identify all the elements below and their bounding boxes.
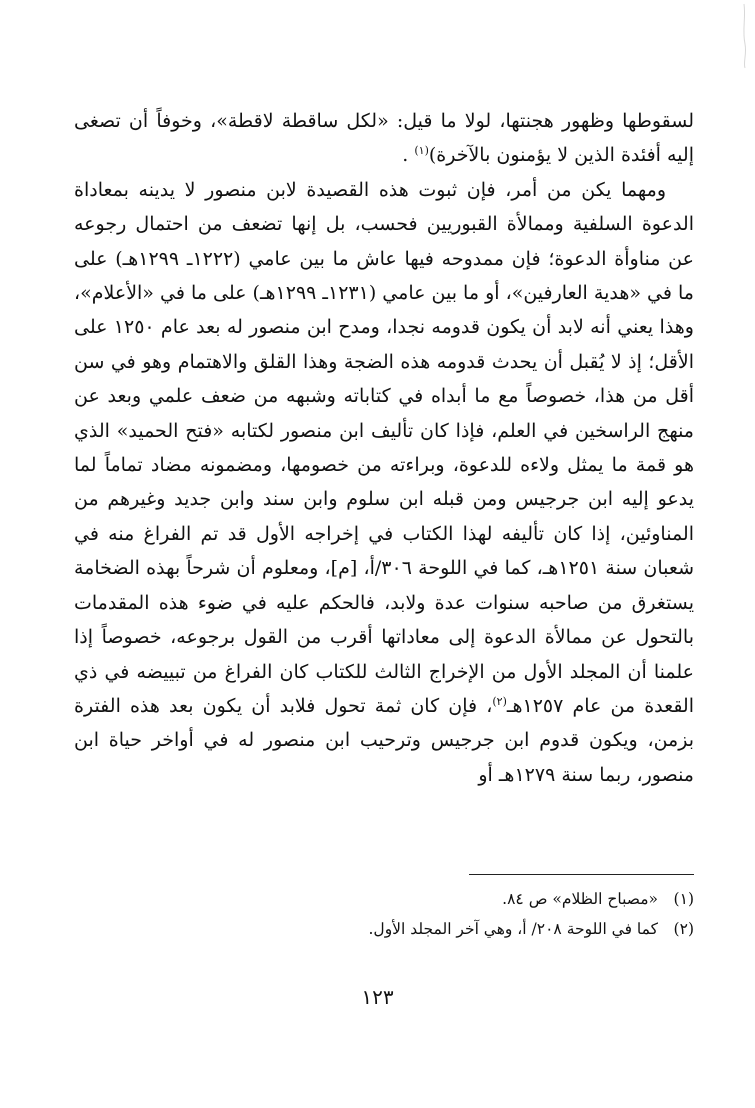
footnote-number: (٢) [673, 920, 694, 938]
footnote-ref-2[interactable]: (٢) [492, 694, 507, 708]
paragraph-tail: . [402, 144, 409, 167]
paragraph-continued [74, 104, 694, 173]
page-number: ١٢٣ [361, 985, 394, 1009]
footnote-text: «مصباح الظلام» ص ٨٤. [502, 890, 658, 908]
paragraph-main [74, 173, 694, 792]
footnote-separator [469, 874, 694, 875]
paragraph-text: ومهما يكن من أمر، فإن ثبوت هذه القصيدة لابن منصور لا يدينه بمعاداة الدعوة السلفية وممالأة القبوريين فحسب، بل إنها تضعف من احتمال رجوعه عن مناوأة الدعوة؛ فإن ممدوحه فيها عاش ما بين عامي (١٢٢٢ـ ١٢٩٩هـ) على ما في «هدية العارفين»، أو ما بين عامي (١٢٣١ـ ١٢٩٩هـ) على ما في «الأعلام»، وهذا يعني أنه لابد أن يكون قدومه نجدا، ومدح ابن منصور له بعد عام ١٢٥٠ على الأقل؛ إذ لا يُقبل أن يحدث قدومه هذه الضجة وهذا القلق والاهتمام وهو في سن أقل من هذا، خصوصاً مع ما أبداه في كتاباته وشبهه من ضعف علمي وبعد عن منهج الراسخين في العلم، فإذا كان تأليف ابن منصور لكتابه «فتح الحميد» الذي هو قمة ما يمثل ولاءه للدعوة، وبراءته من خصومها، ومضمونه مضاد تماماً لما يدعو إليه ابن جرجيس ومن قبله ابن سلوم وابن سند وابن جديد وغيرهم من المناوئين، إذا كان تأليفه لهذا الكتاب في إخراجه الأول قد تم الفراغ منه في شعبان سنة ١٢٥١هـ، كما في اللوحة ٣٠٦/أ، [م]، ومعلوم أن شرحاً بهذه الضخامة يستغرق من صاحبه سنوات عدة ولابد، فالحكم عليه في ضوء هذه المقدمات بالتحول عن ممالأة الدعوة إلى معاداتها أقرب من القول برجوعه، خصوصاً إذا علمنا أن المجلد الأول من الإخراج الثالث للكتاب كان الفراغ من تبييضه في ذي القعدة من عام ١٢٥٧هـ [74, 178, 695, 717]
paragraph-text-continued: ، فإن كان ثمة تحول فلابد أن يكون بعد هذه الفترة بزمن، ويكون قدوم ابن جرجيس وترحيب ابن منصور له في أواخر حياة ابن منصور، ربما سنة ١٢٧٩هـ أو [74, 694, 694, 786]
page-edge-mark [735, 0, 753, 70]
footnotes [74, 884, 694, 944]
body-text [74, 104, 694, 792]
paragraph-text: لسقوطها وظهور هجنتها، لولا ما قيل: «لكل ساقطة لاقطة»، وخوفاً أن تصغى إليه أفئدة الذين لا يؤمنون بالآخرة) [74, 110, 694, 167]
footnote-ref-1[interactable]: (١) [414, 144, 429, 158]
page-content [74, 104, 695, 938]
footnote-number: (١) [673, 890, 694, 908]
footnote-1 [74, 884, 694, 914]
footnote-text: كما في اللوحة ٢٠٨/ أ، وهي آخر المجلد الأول. [368, 920, 658, 938]
footnote-2 [74, 914, 694, 944]
